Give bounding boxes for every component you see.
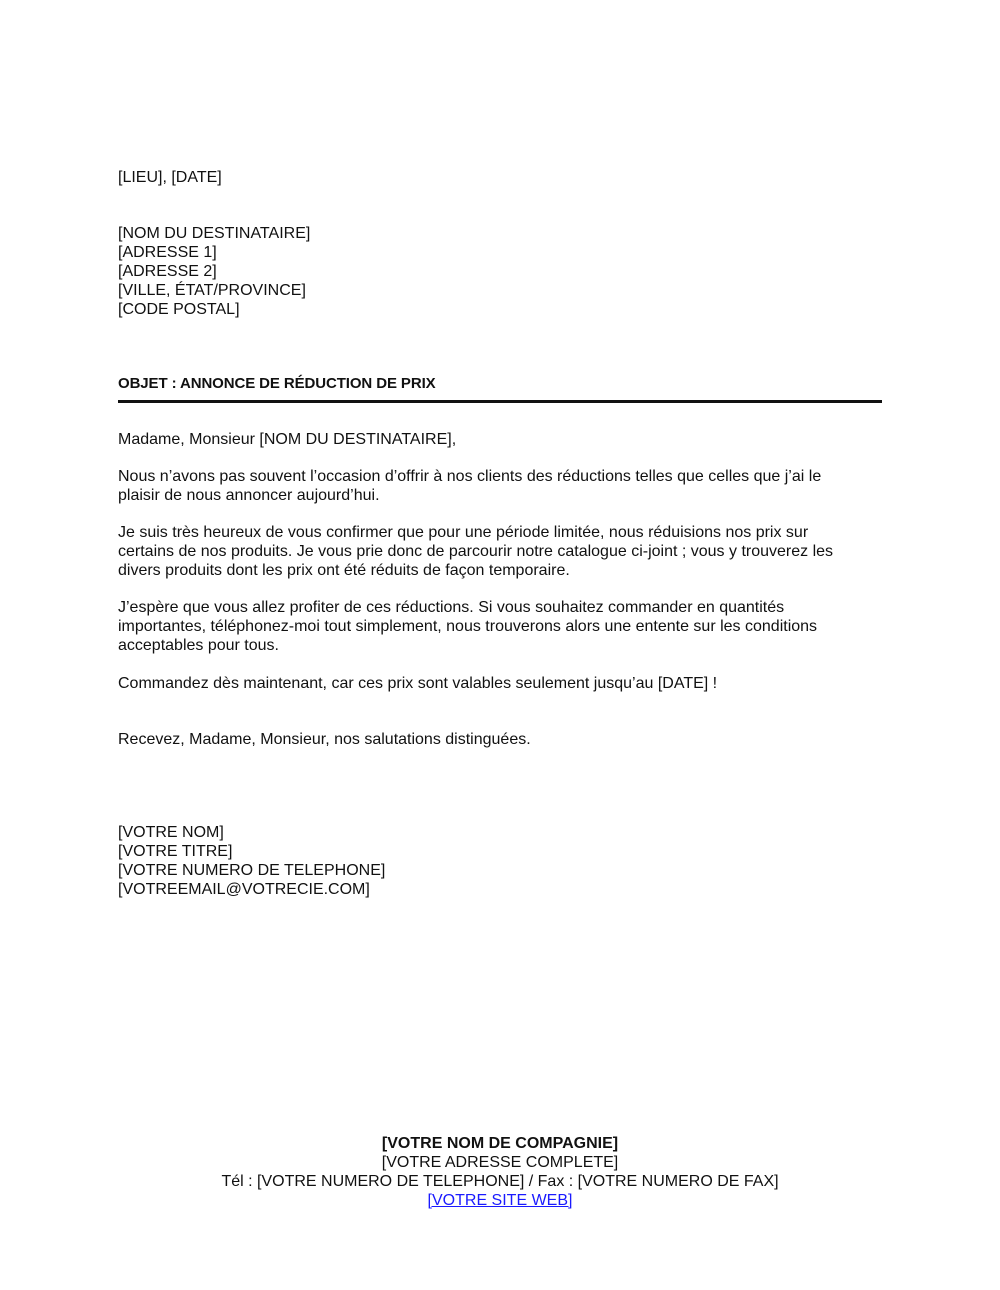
subject-text: OBJET : ANNONCE DE RÉDUCTION DE PRIX [118, 375, 436, 392]
signature-name: [VOTRE NOM] [118, 824, 224, 841]
recipient-name: [NOM DU DESTINATAIRE] [118, 225, 311, 242]
salutation [118, 430, 882, 449]
recipient-address-block [118, 224, 882, 319]
recipient-city-state: [VILLE, ÉTAT/PROVINCE] [118, 282, 306, 299]
signature-block [118, 823, 882, 899]
footer-company-name: [VOTRE NOM DE COMPAGNIE] [381, 1135, 619, 1152]
closing-text: Recevez, Madame, Monsieur, nos salutations distinguées. [118, 731, 531, 748]
footer-website-link[interactable]: [VOTRE SITE WEB] [427, 1192, 573, 1209]
closing [118, 730, 882, 749]
recipient-postal-code: [CODE POSTAL] [118, 301, 240, 318]
body-paragraph-2 [118, 523, 882, 580]
subject-divider [118, 400, 882, 403]
place-date [118, 168, 882, 187]
recipient-address-2: [ADRESSE 2] [118, 263, 217, 280]
paragraph-line: J’espère que vous allez profiter de ces réductions. Si vous souhaitez commander en quantités [118, 599, 785, 616]
paragraph-line: Je suis très heureux de vous confirmer que pour une période limitée, nous réduisions nos prix sur [118, 524, 809, 541]
paragraph-line: importantes, téléphonez-moi tout simplement, nous trouverons alors une entente sur les conditions [118, 618, 818, 635]
body-paragraph-1 [118, 467, 882, 505]
paragraph-line: certains de nos produits. Je vous prie donc de parcourir notre catalogue ci-joint ; vous y trouverez les [118, 543, 834, 560]
footer-contact: Tél : [VOTRE NUMERO DE TELEPHONE] / Fax : [VOTRE NUMERO DE FAX] [221, 1173, 779, 1190]
body-paragraph-3 [118, 598, 882, 655]
paragraph-line: Commandez dès maintenant, car ces prix sont valables seulement jusqu’au [DATE] ! [118, 675, 718, 692]
signature-phone: [VOTRE NUMERO DE TELEPHONE] [118, 862, 386, 879]
paragraph-line: acceptables pour tous. [118, 637, 279, 654]
recipient-address-1: [ADRESSE 1] [118, 244, 217, 261]
company-footer [0, 1134, 1000, 1210]
paragraph-line: Nous n’avons pas souvent l’occasion d’offrir à nos clients des réductions telles que celles que j’ai le [118, 468, 822, 485]
footer-address: [VOTRE ADRESSE COMPLETE] [381, 1154, 619, 1171]
subject-line [118, 374, 882, 393]
place-date-text: [LIEU], [DATE] [118, 169, 222, 186]
salutation-text: Madame, Monsieur [NOM DU DESTINATAIRE], [118, 431, 457, 448]
signature-title: [VOTRE TITRE] [118, 843, 233, 860]
paragraph-line: plaisir de nous annoncer aujourd’hui. [118, 487, 380, 504]
body-paragraph-4 [118, 674, 882, 693]
signature-email: [VOTREEMAIL@VOTRECIE.COM] [118, 881, 370, 898]
paragraph-line: divers produits dont les prix ont été réduits de façon temporaire. [118, 562, 570, 579]
